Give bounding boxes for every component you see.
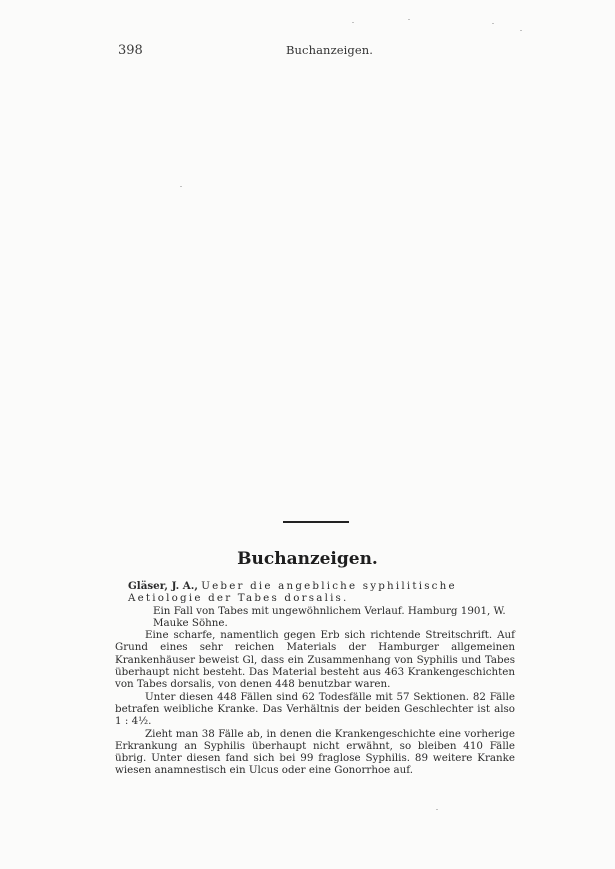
running-head: Buchanzeigen. [286,43,374,57]
scan-speck [180,186,182,187]
scan-speck [492,23,494,24]
scan-speck [408,19,410,20]
review-paragraph: Unter diesen 448 Fällen sind 62 Todesfälle mit 57 Sektionen. 82 Fälle betrafen weibliche Kranke. Das Verhältnis der beiden Geschlechter ist also 1 : 4½. [115,690,515,728]
page-header [118,43,438,59]
section-title: Buchanzeigen. [237,549,378,569]
page-number: 398 [118,43,143,58]
review-book-subtitle: Ein Fall von Tabes mit ungewöhnlichem Verlauf. Hamburg 1901, W. Mauke Söhne. [153,604,506,629]
scan-speck [520,30,522,31]
section-divider [283,521,349,523]
review-paragraph: Eine scharfe, namentlich gegen Erb sich richtende Streitschrift. Auf Grund eines sehr reichen Materials der Hamburger allgemeinen Krankenhäuser beweist Gl, dass ein Zusammenhang von Syphilis und Tabes überhaupt nicht besteht. Das Material besteht aus 463 Krankengeschichten von Tabes dorsalis, von denen 448 benutzbar waren. [115,629,515,691]
review-book-title: Ueber die angebliche syphilitische Aetiologie der Tabes dorsalis. [128,580,457,605]
review-author: Gläser, J. A., [128,580,198,592]
book-review [115,580,515,777]
scan-speck [436,809,438,810]
review-citation [115,580,515,629]
review-paragraph: Zieht man 38 Fälle ab, in denen die Krankengeschichte eine vorherige Erkrankung an Syphilis überhaupt nicht erwähnt, so bleiben 410 Fälle übrig. Unter diesen fand sich bei 99 fraglose Syphilis. 89 weitere Kranke wiesen anamnestisch ein Ulcus oder eine Gonorrhoe auf. [115,727,515,777]
scan-speck [352,22,354,23]
